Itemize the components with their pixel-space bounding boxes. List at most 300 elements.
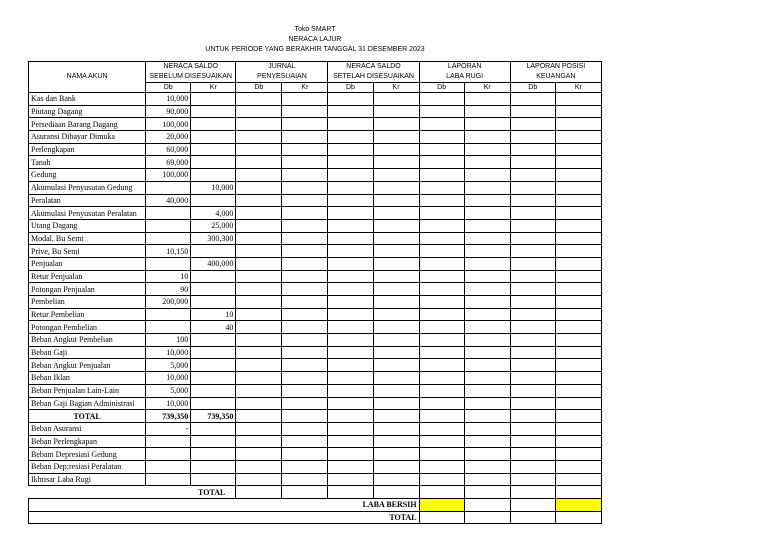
credit-value [191,93,236,106]
empty-cell [464,359,510,372]
empty-cell [464,131,510,144]
empty-cell [419,181,464,194]
account-name: Beban Iklan [29,372,146,385]
empty-cell [419,283,464,296]
account-name: Beban Dep;resiasi Peralatan [29,460,146,473]
empty-cell [373,473,419,486]
empty-cell [282,93,328,106]
empty-cell [236,308,282,321]
empty-cell [555,511,601,524]
empty-cell [555,156,601,169]
table-row [29,283,602,296]
empty-cell [236,372,282,385]
laba-bersih-label: LABA BERSIH [29,499,420,512]
db-header: Db [328,83,373,93]
empty-cell [555,397,601,410]
empty-cell [282,321,328,334]
empty-cell [373,245,419,258]
empty-cell [464,219,510,232]
account-name: Bebam Depresiasi Gedung [29,448,146,461]
empty-cell [373,118,419,131]
account-name: Piutang Dagang [29,105,146,118]
empty-cell [282,194,328,207]
group-header: NERACA SALDO SEBELUM DISESUAIKAN [146,62,236,83]
empty-cell [464,410,510,423]
empty-cell [328,93,373,106]
debit-value: 90 [146,283,191,296]
empty-cell [464,499,510,512]
empty-cell [510,499,555,512]
empty-cell [464,384,510,397]
table-row [29,143,602,156]
credit-value [191,270,236,283]
empty-cell [236,232,282,245]
account-name: Retur Penjualan [29,270,146,283]
empty-cell [373,372,419,385]
empty-cell [555,321,601,334]
credit-value [191,143,236,156]
empty-cell [328,118,373,131]
table-row [29,296,602,309]
empty-cell [282,283,328,296]
empty-cell [419,131,464,144]
empty-cell [510,181,555,194]
empty-cell [236,194,282,207]
empty-cell [373,131,419,144]
empty-cell [373,270,419,283]
table-row [29,359,602,372]
empty-cell [419,422,464,435]
footer-total-row [29,486,602,499]
empty-cell [328,422,373,435]
empty-cell [328,321,373,334]
table-row [29,270,602,283]
debit-value: 10 [146,270,191,283]
credit-value [191,397,236,410]
debit-value: 200,000 [146,296,191,309]
debit-value: 10,000 [146,346,191,359]
header-row-groups [29,62,602,83]
empty-cell [510,410,555,423]
debit-value: - [146,422,191,435]
debit-value [146,219,191,232]
credit-value [191,384,236,397]
empty-cell [328,384,373,397]
table-row [29,232,602,245]
account-name: Beban Perlengkapan [29,435,146,448]
empty-cell [236,486,282,499]
empty-cell [510,397,555,410]
account-name: Kas dan Bank [29,93,146,106]
empty-cell [282,334,328,347]
empty-cell [464,448,510,461]
total-row [29,410,602,423]
db-header: Db [236,83,282,93]
empty-cell [328,257,373,270]
empty-cell [464,257,510,270]
empty-cell [419,435,464,448]
empty-cell [282,143,328,156]
empty-cell [464,511,510,524]
table-row [29,372,602,385]
empty-cell [464,397,510,410]
db-header: Db [146,83,191,93]
credit-value [191,283,236,296]
credit-value [191,359,236,372]
empty-cell [282,397,328,410]
empty-cell [373,194,419,207]
empty-cell [510,296,555,309]
empty-cell [419,448,464,461]
account-name: Peralatan [29,194,146,207]
empty-cell [419,156,464,169]
empty-cell [328,207,373,220]
credit-value [191,346,236,359]
empty-cell [510,448,555,461]
kr-header: Kr [373,83,419,93]
empty-cell [510,194,555,207]
account-name: Beban Asuransi [29,422,146,435]
empty-cell [282,219,328,232]
empty-cell [555,169,601,182]
empty-cell [373,384,419,397]
empty-cell [282,105,328,118]
kr-header: Kr [282,83,328,93]
empty-cell [236,397,282,410]
account-name: Penjualan [29,257,146,270]
empty-cell [555,270,601,283]
account-name: Pembelian [29,296,146,309]
db-header: Db [510,83,555,93]
empty-cell [419,105,464,118]
empty-cell [510,435,555,448]
table-row [29,194,602,207]
empty-cell [373,308,419,321]
account-name: Beban Gaji Bagian Administrasi [29,397,146,410]
empty-cell [510,422,555,435]
empty-cell [328,435,373,448]
empty-cell [419,118,464,131]
empty-cell [419,460,464,473]
empty-cell [419,296,464,309]
empty-cell [419,93,464,106]
empty-cell [236,93,282,106]
empty-cell [236,410,282,423]
empty-cell [328,105,373,118]
empty-cell [328,131,373,144]
group-header: LAPORAN POSISI KEUANGAN [510,62,601,83]
account-name: Beban Angkut Pembelian [29,334,146,347]
empty-cell [419,334,464,347]
empty-cell [236,207,282,220]
credit-value: 40 [191,321,236,334]
empty-cell [419,486,464,499]
empty-cell [236,346,282,359]
empty-cell [464,194,510,207]
account-name: Akumulasi Penyusutan Peralatan [29,207,146,220]
empty-cell [464,473,510,486]
empty-cell [419,372,464,385]
empty-cell [236,384,282,397]
empty-cell [464,346,510,359]
empty-cell [419,257,464,270]
empty-cell [373,105,419,118]
adjustment-row [29,473,602,486]
empty-cell [510,270,555,283]
empty-cell [464,422,510,435]
empty-cell [464,308,510,321]
debit-value [146,181,191,194]
debit-value: 100,000 [146,169,191,182]
account-name: Tanah [29,156,146,169]
group-header: JURNAL PENYESUAIAN [236,62,328,83]
empty-cell [373,296,419,309]
empty-cell [555,93,601,106]
empty-cell [373,232,419,245]
empty-cell [464,486,510,499]
empty-cell [328,156,373,169]
empty-cell [419,308,464,321]
empty-cell [373,169,419,182]
empty-cell [191,422,236,435]
debit-value [146,321,191,334]
total-label: TOTAL [29,410,146,423]
table-row [29,346,602,359]
account-name: Persediaan Barang Dagang [29,118,146,131]
debit-value: 100 [146,334,191,347]
empty-cell [555,131,601,144]
account-name: Beban Gaji [29,346,146,359]
total-debit: 739,350 [146,410,191,423]
empty-cell [419,359,464,372]
table-row [29,257,602,270]
empty-cell [191,460,236,473]
debit-value [146,473,191,486]
debit-value: 40,000 [146,194,191,207]
empty-cell [236,334,282,347]
empty-cell [510,283,555,296]
kr-header: Kr [555,83,601,93]
account-name: Retur Pembelian [29,308,146,321]
empty-cell [282,257,328,270]
account-name: Utang Dagang [29,219,146,232]
empty-cell [373,359,419,372]
empty-cell [555,181,601,194]
empty-cell [555,359,601,372]
empty-cell [236,283,282,296]
empty-cell [282,156,328,169]
table-row [29,93,602,106]
empty-cell [236,118,282,131]
empty-cell [510,372,555,385]
empty-cell [510,334,555,347]
empty-cell [328,194,373,207]
debit-value: 5,000 [146,359,191,372]
kr-header: Kr [464,83,510,93]
debit-value [146,308,191,321]
empty-cell [510,143,555,156]
account-name: Akumulasi Penyusutan Gedung [29,181,146,194]
empty-cell [510,156,555,169]
empty-cell [236,105,282,118]
table-row [29,105,602,118]
adjustment-row [29,435,602,448]
empty-cell [236,296,282,309]
empty-cell [282,448,328,461]
table-row [29,384,602,397]
credit-value: 400,000 [191,257,236,270]
empty-cell [419,410,464,423]
empty-cell [191,435,236,448]
empty-cell [373,219,419,232]
debit-value [146,435,191,448]
empty-cell [510,460,555,473]
empty-cell [282,359,328,372]
empty-cell [282,131,328,144]
grand-total-label: TOTAL [29,511,420,524]
empty-cell [555,346,601,359]
empty-cell [236,219,282,232]
empty-cell [555,245,601,258]
empty-cell [282,232,328,245]
empty-cell [555,257,601,270]
account-name: Potongan Penjualan [29,283,146,296]
empty-cell [191,473,236,486]
empty-cell [373,321,419,334]
empty-cell [282,118,328,131]
debit-value [146,460,191,473]
empty-cell [282,422,328,435]
empty-cell [236,270,282,283]
account-name: Perlengkapan [29,143,146,156]
empty-cell [328,181,373,194]
report-period: UNTUK PERIODE YANG BERAKHIR TANGGAL 31 DESEMBER 2023 [205,46,425,53]
adjustment-row [29,460,602,473]
db-header: Db [419,83,464,93]
empty-cell [419,511,464,524]
empty-cell [510,473,555,486]
empty-cell [328,270,373,283]
empty-cell [464,245,510,258]
empty-cell [328,334,373,347]
empty-cell [328,486,373,499]
adjustment-row [29,422,602,435]
credit-value: 300,300 [191,232,236,245]
empty-cell [555,219,601,232]
empty-cell [464,93,510,106]
empty-cell [373,448,419,461]
report-title: Toko SMART [294,26,336,33]
empty-cell [555,384,601,397]
grand-total-row [29,511,602,524]
empty-cell [328,448,373,461]
empty-cell [419,321,464,334]
debit-value: 20,000 [146,131,191,144]
empty-cell [555,296,601,309]
empty-cell [236,422,282,435]
empty-cell [328,283,373,296]
empty-cell [282,169,328,182]
empty-cell [236,448,282,461]
empty-cell [510,384,555,397]
credit-value: 4,000 [191,207,236,220]
empty-cell [510,93,555,106]
credit-value [191,118,236,131]
empty-cell [419,346,464,359]
empty-cell [555,194,601,207]
empty-cell [282,384,328,397]
nama-akun-header: NAMA AKUN [29,62,146,93]
table-row [29,219,602,232]
footer-total-label: TOTAL [29,486,236,499]
credit-value [191,105,236,118]
group-header: NERACA SALDO SETELAH DISESUAIKAN [328,62,419,83]
credit-value [191,296,236,309]
empty-cell [510,486,555,499]
debit-value: 10,000 [146,397,191,410]
empty-cell [555,486,601,499]
debit-value: 5,000 [146,384,191,397]
empty-cell [328,410,373,423]
empty-cell [510,359,555,372]
empty-cell [236,257,282,270]
empty-cell [236,131,282,144]
empty-cell [236,359,282,372]
adjustment-row [29,448,602,461]
empty-cell [510,511,555,524]
empty-cell [373,334,419,347]
empty-cell [282,245,328,258]
empty-cell [419,219,464,232]
empty-cell [419,194,464,207]
credit-value: 25,000 [191,219,236,232]
table-row [29,321,602,334]
empty-cell [373,410,419,423]
empty-cell [555,435,601,448]
debit-value [146,232,191,245]
empty-cell [555,460,601,473]
empty-cell [419,270,464,283]
empty-cell [555,422,601,435]
group-header: LAPORAN LABA RUGI [419,62,510,83]
account-name: Modal, Bu Semi [29,232,146,245]
empty-cell [464,321,510,334]
empty-cell [373,207,419,220]
empty-cell [328,169,373,182]
report-subtitle: NERACA LAJUR [288,36,342,43]
empty-cell [419,473,464,486]
credit-value [191,169,236,182]
empty-cell [555,207,601,220]
table-row [29,181,602,194]
posisi-highlight [555,499,601,512]
empty-cell [464,270,510,283]
account-name: Potongan Pembelian [29,321,146,334]
debit-value: 60,000 [146,143,191,156]
debit-value: 10,150 [146,245,191,258]
empty-cell [282,473,328,486]
empty-cell [236,143,282,156]
debit-value [146,207,191,220]
empty-cell [236,435,282,448]
laba-rugi-highlight [419,499,464,512]
empty-cell [510,321,555,334]
empty-cell [328,397,373,410]
debit-value: 69,000 [146,156,191,169]
empty-cell [464,296,510,309]
empty-cell [464,169,510,182]
table-row [29,118,602,131]
